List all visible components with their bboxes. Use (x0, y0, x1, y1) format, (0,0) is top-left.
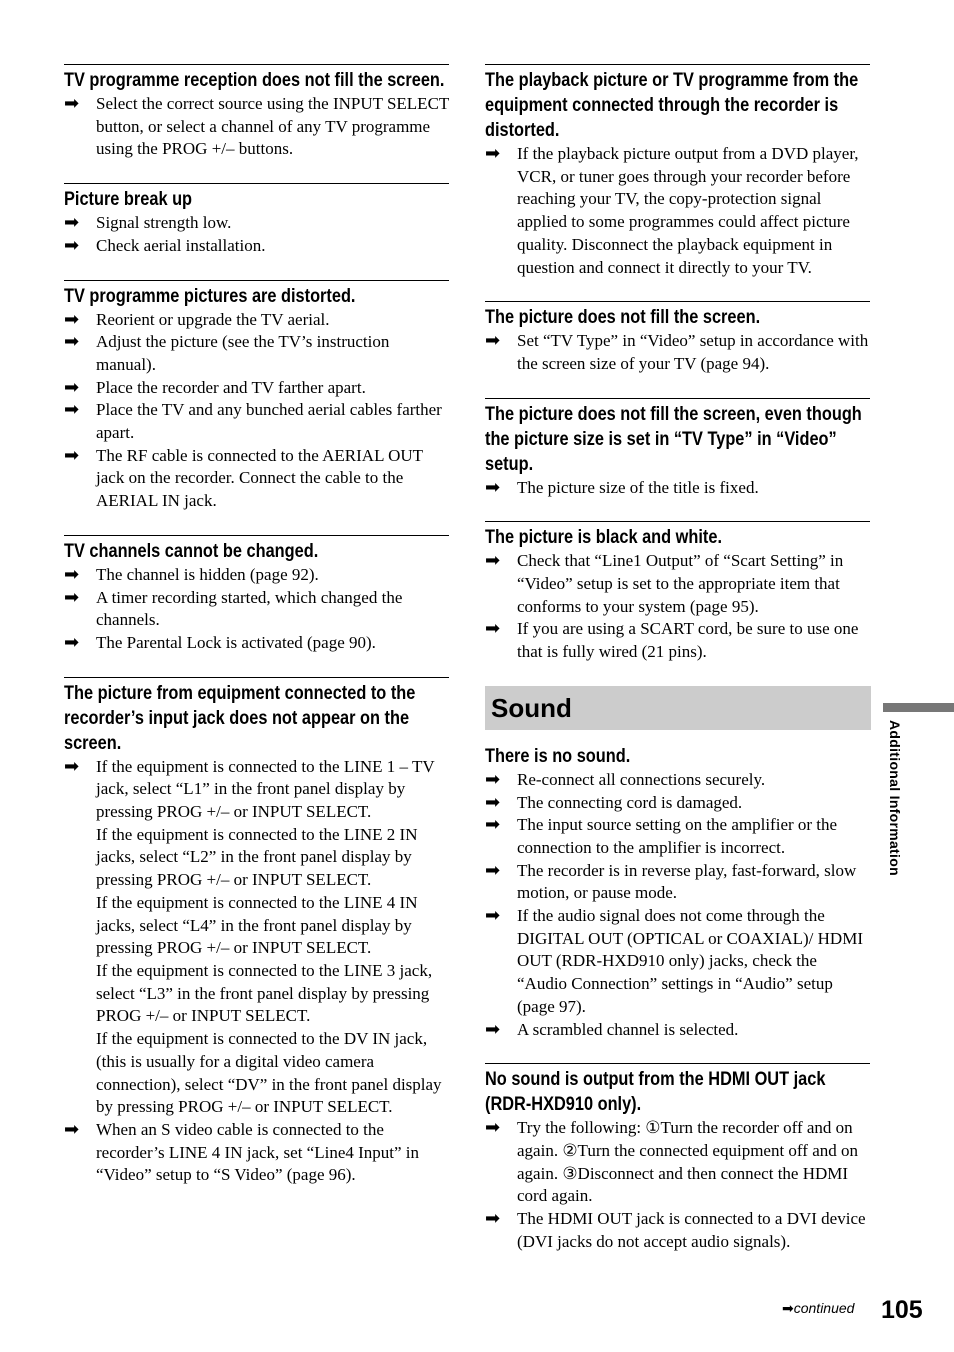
section-heading: Picture break up (64, 189, 193, 211)
troubleshooting-section (64, 64, 449, 161)
list-item (64, 445, 449, 513)
list-item (485, 1117, 870, 1208)
list-item (485, 905, 870, 1019)
item-text: Select the correct source using the INPUT SELECT button, or select a channel of any TV programme using the PROG +/– buttons. (96, 94, 449, 159)
arrow-icon: ➡ (485, 550, 501, 572)
item-text: The recorder is in reverse play, fast-forward, slow motion, or pause mode. (517, 860, 857, 903)
list-item (64, 377, 449, 400)
list-item (485, 769, 870, 792)
side-tab-label: Additional Information (887, 720, 903, 876)
item-text: The RF cable is connected to the AERIAL OUT jack on the recorder. Connect the cable to the AERIAL IN jack. (96, 445, 423, 511)
list-item (64, 93, 449, 161)
picture-sections (485, 64, 870, 664)
item-text: If the equipment is connected to the LINE 1 – TV jack, select “L1” in the front panel display by pressing PROG +/– or INPUT SELECT. (96, 756, 435, 822)
item-text: When an S video cable is connected to the recorder’s LINE 4 IN jack, set “Line4 Input” in “Video” setup to “S Video” (page 96). (96, 1119, 420, 1185)
troubleshooting-section (64, 183, 449, 257)
list-item (64, 399, 449, 444)
item-list (485, 769, 870, 1041)
troubleshooting-section (485, 744, 870, 1041)
item-text: If the equipment is connected to the LINE 4 IN jacks, select “L4” in the front panel display by pressing PROG +/– or INPUT SELECT. (96, 892, 418, 958)
arrow-icon: ➡ (485, 476, 501, 498)
item-list (485, 1117, 870, 1253)
troubleshooting-section (64, 280, 449, 513)
continued-note (782, 1300, 854, 1317)
arrow-icon: ➡ (64, 563, 80, 585)
section-heading: The picture does not fill the screen. (485, 307, 761, 329)
list-item (485, 1019, 870, 1042)
arrow-icon: ➡ (64, 376, 80, 398)
troubleshooting-section (485, 398, 870, 500)
list-item (485, 477, 870, 500)
item-text: Adjust the picture (see the TV’s instruction manual). (96, 332, 390, 374)
item-text: Reorient or upgrade the TV aerial. (96, 309, 330, 329)
side-tab-bar (883, 703, 954, 712)
arrow-icon: ➡ (64, 93, 80, 114)
section-heading: TV channels cannot be changed. (64, 540, 319, 562)
troubleshooting-section (485, 64, 870, 279)
arrow-icon: ➡ (485, 143, 501, 164)
section-heading: There is no sound. (485, 745, 631, 767)
arrow-icon: ➡ (64, 586, 80, 608)
item-text: If the audio signal does not come through the DIGITAL OUT (OPTICAL or COAXIAL)/ HDMI OUT (RDR-HXD910 only) jacks, check the “Audio Connection” settings in “Audio” setup (page 97). (517, 906, 863, 1016)
item-text: The connecting cord is damaged. (517, 792, 743, 812)
item-text: The picture size of the title is fixed. (517, 477, 759, 497)
arrow-icon: ➡ (64, 399, 80, 421)
item-text: If the playback picture output from a DVD player, VCR, or tuner goes through your recorder before reaching your TV, the copy-protection signal applied to some programmes could affect picture quality. Disconnect the playback equipment in question and connect it directly to your TV. (517, 144, 859, 277)
list-item (64, 756, 449, 1119)
item-text: A timer recording started, which changed the channels. (96, 587, 403, 630)
arrow-icon: ➡ (485, 618, 501, 640)
list-item (64, 587, 449, 632)
arrow-icon: ➡ (64, 1118, 80, 1140)
arrow-icon: ➡ (485, 1117, 501, 1139)
arrow-icon: ➡ (485, 330, 501, 352)
item-list (485, 330, 870, 375)
list-item (485, 550, 870, 618)
list-item (64, 331, 449, 376)
list-item (485, 792, 870, 815)
item-text: If the equipment is connected to the LINE 2 IN jacks, select “L2” in the front panel display by pressing PROG +/– or INPUT SELECT. (96, 824, 418, 890)
item-text: The HDMI OUT jack is connected to a DVI device (DVI jacks do not accept audio signals). (517, 1209, 866, 1251)
arrow-icon: ➡ (64, 755, 80, 777)
section-heading: The playback picture or TV programme from the equipment connected through the recorder is distorted. (485, 70, 859, 141)
item-text: Set “TV Type” in “Video” setup in accordance with the screen size of your TV (page 94). (517, 331, 869, 373)
item-text: Re-connect all connections securely. (517, 769, 766, 789)
item-text: Signal strength low. (96, 213, 232, 233)
item-text: Place the TV and any bunched aerial cables farther apart. (96, 400, 442, 443)
item-text: If you are using a SCART cord, be sure to use one that is fully wired (21 pins). (517, 619, 859, 662)
troubleshooting-section (64, 677, 449, 1187)
item-list (64, 564, 449, 655)
arrow-icon: ➡ (64, 308, 80, 330)
arrow-icon: ➡ (485, 791, 501, 813)
item-text: A scrambled channel is selected. (517, 1019, 739, 1039)
item-list (485, 550, 870, 664)
troubleshooting-section (485, 521, 870, 664)
sound-sections (485, 744, 870, 1254)
continued-label: continued (793, 1300, 855, 1316)
list-item (485, 1208, 870, 1253)
sound-heading-band (485, 686, 871, 730)
continued-arrow-icon: ➡ (782, 1300, 794, 1316)
arrow-icon: ➡ (64, 444, 80, 466)
item-list (485, 143, 870, 279)
section-heading: The picture is black and white. (485, 527, 722, 549)
list-item (64, 632, 449, 655)
item-text: Place the recorder and TV farther apart. (96, 377, 366, 397)
item-text: If the equipment is connected to the LINE 3 jack, select “L3” in the front panel display by pressing PROG +/– or INPUT SELECT. (96, 960, 433, 1026)
arrow-icon: ➡ (64, 234, 80, 256)
arrow-icon: ➡ (64, 631, 80, 653)
section-heading: No sound is output from the HDMI OUT jack (RDR-HXD910 only). (485, 1069, 826, 1116)
item-text: The channel is hidden (page 92). (96, 564, 319, 584)
arrow-icon: ➡ (485, 814, 501, 836)
item-text: The Parental Lock is activated (page 90). (96, 632, 376, 652)
section-heading: TV programme pictures are distorted. (64, 285, 356, 307)
item-text: The input source setting on the amplifier or the connection to the amplifier is incorrect. (517, 815, 838, 857)
item-list (64, 93, 449, 161)
list-item (64, 564, 449, 587)
sound-heading: Sound (491, 692, 572, 723)
item-list (64, 212, 449, 257)
list-item (485, 618, 870, 663)
item-list (485, 477, 870, 500)
item-list (64, 309, 449, 513)
list-item (64, 1119, 449, 1187)
arrow-icon: ➡ (485, 905, 501, 927)
right-column (485, 64, 870, 1276)
list-item (64, 235, 449, 258)
list-item (64, 309, 449, 332)
item-text: Try the following: ①Turn the recorder off and on again. ②Turn the connected equipment off and on again. ③Disconnect and then connect the HDMI cord again. (517, 1118, 858, 1206)
arrow-icon: ➡ (485, 1018, 501, 1040)
arrow-icon: ➡ (485, 768, 501, 790)
list-item (485, 860, 870, 905)
arrow-icon: ➡ (485, 859, 501, 881)
troubleshooting-section (64, 535, 449, 655)
item-list (64, 756, 449, 1187)
arrow-icon: ➡ (485, 1208, 501, 1230)
arrow-icon: ➡ (64, 331, 80, 353)
left-column (64, 64, 449, 1209)
arrow-icon: ➡ (64, 212, 80, 234)
list-item (485, 143, 870, 279)
section-heading: The picture does not fill the screen, even though the picture size is set in “TV Type” in “Video” setup. (485, 403, 862, 475)
troubleshooting-section (485, 1063, 870, 1253)
list-item (64, 212, 449, 235)
section-heading: TV programme reception does not fill the screen. (64, 70, 445, 91)
page-number: 105 (881, 1296, 923, 1324)
section-heading: The picture from equipment connected to the recorder’s input jack does not appear on the screen. (64, 682, 416, 754)
list-item (485, 330, 870, 375)
item-text: Check that “Line1 Output” of “Scart Setting” in “Video” setup is set to the appropriate item that conforms to your system (page 95). (517, 551, 844, 616)
item-text: Check aerial installation. (96, 235, 266, 255)
item-text: If the equipment is connected to the DV IN jack, (this is usually for a digital video camera connection), select “DV” in the front panel display by pressing PROG +/– or INPUT SELECT. (96, 1029, 442, 1117)
troubleshooting-section (485, 301, 870, 375)
list-item (485, 814, 870, 859)
